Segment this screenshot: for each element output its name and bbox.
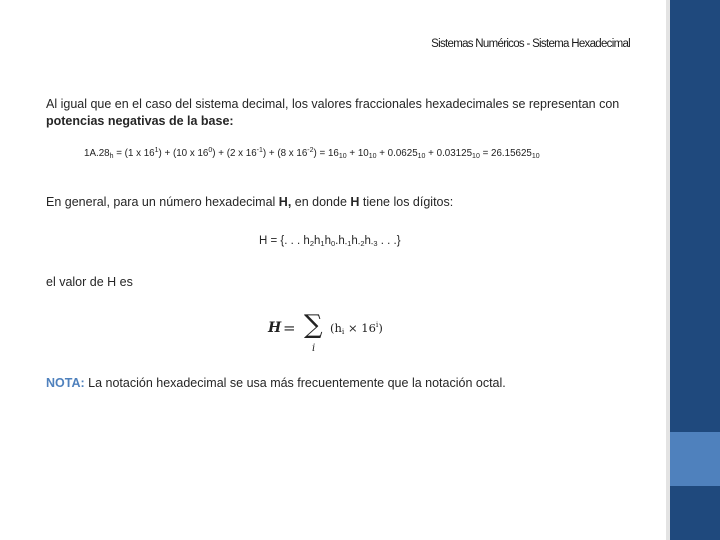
note-paragraph xyxy=(46,375,646,392)
slide-title: Sistemas Numéricos - Sistema Hexadecimal xyxy=(431,38,630,50)
sum-term: $(h_i \times 16^i)$ xyxy=(330,320,383,336)
intro-line-1: Al igual que en el caso del sistema decimal, los valores fraccionales hexadecimales se representan con xyxy=(46,97,620,111)
formula-lhs: H xyxy=(268,320,282,336)
sum-index: i xyxy=(312,343,316,354)
value-label: el valor de H es xyxy=(46,275,133,289)
hex-fraction-example: $1A.28_h = (1$ x $16^1) + (10$ x $16^0) + (2$ x $16^{-1}) + (8$ x $16^{-2}) = 16_{10} + 10_{10} + 0.0625_{10} + 0.03125_{10} = 26.15625_{10}$ xyxy=(84,147,540,160)
digit-set: H = {. . . $h_2h_1h_0.h_{-1}h_{-2}h_{-3}$ . . .} xyxy=(259,235,401,248)
intro-line-2: potencias negativas de la base: xyxy=(46,114,234,128)
intro-paragraph xyxy=(46,96,646,130)
sigma-symbol: ∑ xyxy=(304,310,323,340)
right-decorative-panel xyxy=(666,0,720,540)
summation-formula xyxy=(268,312,398,358)
note-text: La notación hexadecimal se usa más frecuentemente que la notación octal. xyxy=(84,376,506,390)
formula-equals: = xyxy=(283,319,296,337)
panel-accent-block xyxy=(670,432,720,486)
note-label: NOTA: xyxy=(46,376,85,390)
general-paragraph: En general, para un número hexadecimal H, en donde H tiene los dígitos: xyxy=(46,195,454,209)
